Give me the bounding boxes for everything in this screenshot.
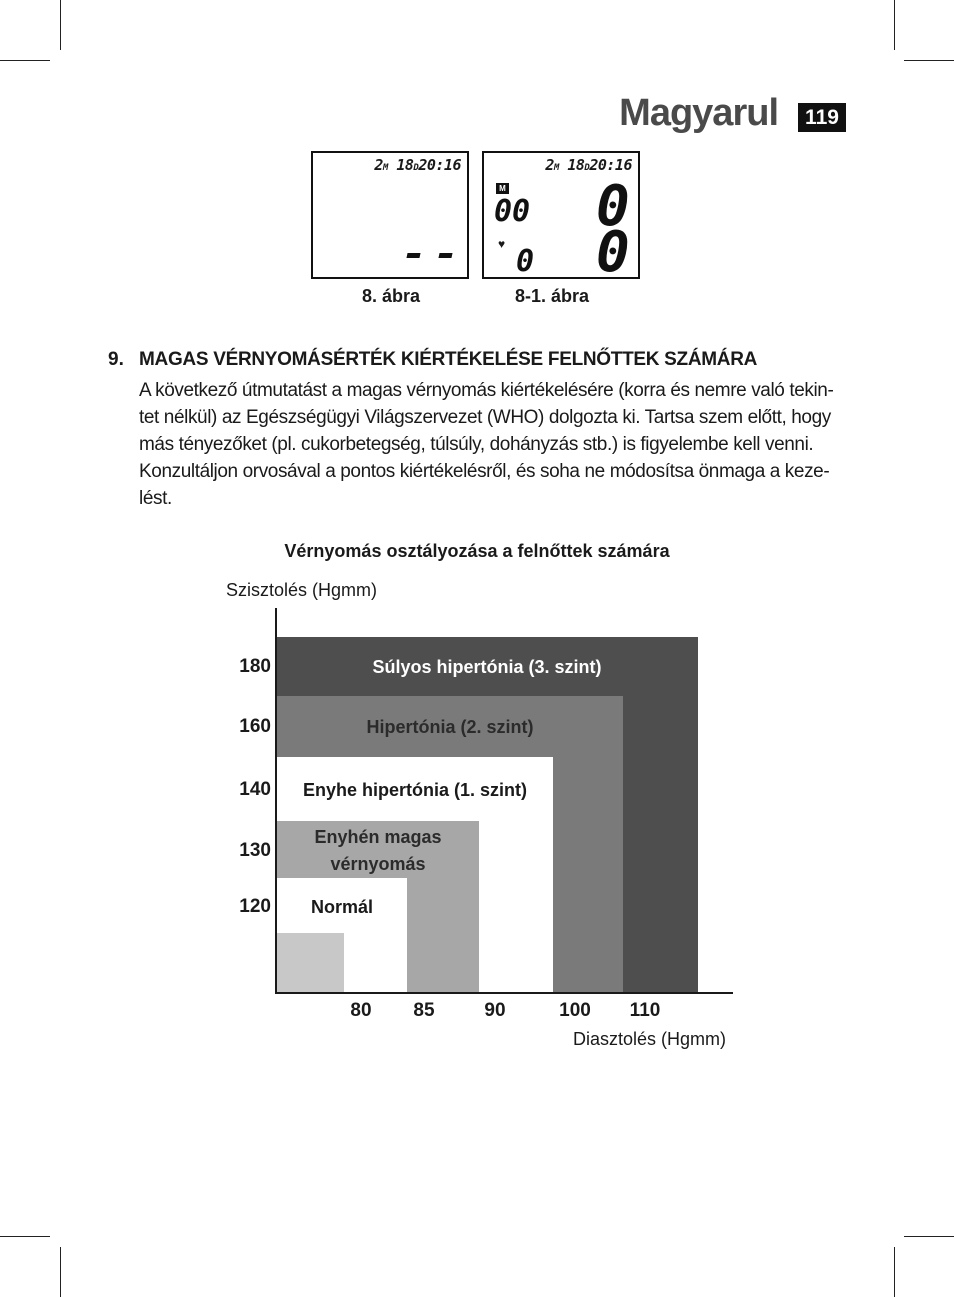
x-tick-label: 100 [559,1000,591,1021]
pulse-value: 0 [516,244,535,279]
paragraph-line: tet nélkül) az Egészségügyi Világszervezet (WHO) dolgozta ki. Tartsa szem előtt, hogy [139,407,831,428]
paragraph-line: más tényezőket (pl. cukorbetegség, túlsúly, dohányzás stb.) is figyelembe kell venni. [139,434,814,455]
x-tick-label: 90 [484,1000,506,1021]
x-axis-title: Diasztolés (Hgmm) [573,1029,727,1049]
chart-title: Vérnyomás osztályozása a felnőttek számára [284,541,670,561]
heart-icon: ♥ [498,237,506,251]
zone-label-3-line-0: Enyhén magas [314,827,442,847]
systolic-value: 0 [596,174,630,239]
section-heading: MAGAS VÉRNYOMÁSÉRTÉK KIÉRTÉKELÉSE FELNŐTTEK SZÁMÁRA [139,349,758,370]
zone-label-3-line-1: vérnyomás [330,854,426,874]
section-number: 9. [108,349,124,370]
memory-icon: M [496,183,509,194]
y-tick-label: 180 [239,656,271,677]
zone-label-4-line-0: Normál [310,897,374,917]
page-number-badge: 119 [798,103,846,132]
diastolic-value: 0 [596,220,630,285]
paragraph-line: Konzultáljon orvosával a pontos kiértékelésről, és soha ne módosítsa önmaga a keze- [139,461,830,482]
x-tick-label: 80 [350,1000,372,1021]
paragraph-line: lést. [139,488,172,509]
y-tick-label: 140 [239,779,271,800]
memory-number: 00 [494,194,531,229]
x-tick-label: 110 [629,1000,661,1021]
figure-caption-8: 8. ábra [362,286,421,306]
lcd-datetime: 2M 18D20:16 [374,156,461,174]
zone-label-1-line-0: Hipertónia (2. szint) [366,717,534,737]
y-tick-label: 120 [239,896,271,917]
y-tick-label: 130 [239,840,271,861]
paragraph-line: A következő útmutatást a magas vérnyomás kiértékelésére (korra és nemre való tekin- [139,380,834,401]
chart-zone-5 [276,933,344,993]
x-tick-label: 85 [413,1000,435,1021]
zone-label-0-line-0: Súlyos hipertónia (3. szint) [372,657,602,677]
figure-caption-8-1: 8-1. ábra [515,286,590,306]
page-header-title: Magyarul [619,92,778,134]
lcd-datetime: 2M 18D20:16 [545,156,632,174]
y-tick-label: 160 [239,716,271,737]
zone-label-2-line-0: Enyhe hipertónia (1. szint) [302,780,528,800]
y-axis-title: Szisztolés (Hgmm) [226,580,378,600]
